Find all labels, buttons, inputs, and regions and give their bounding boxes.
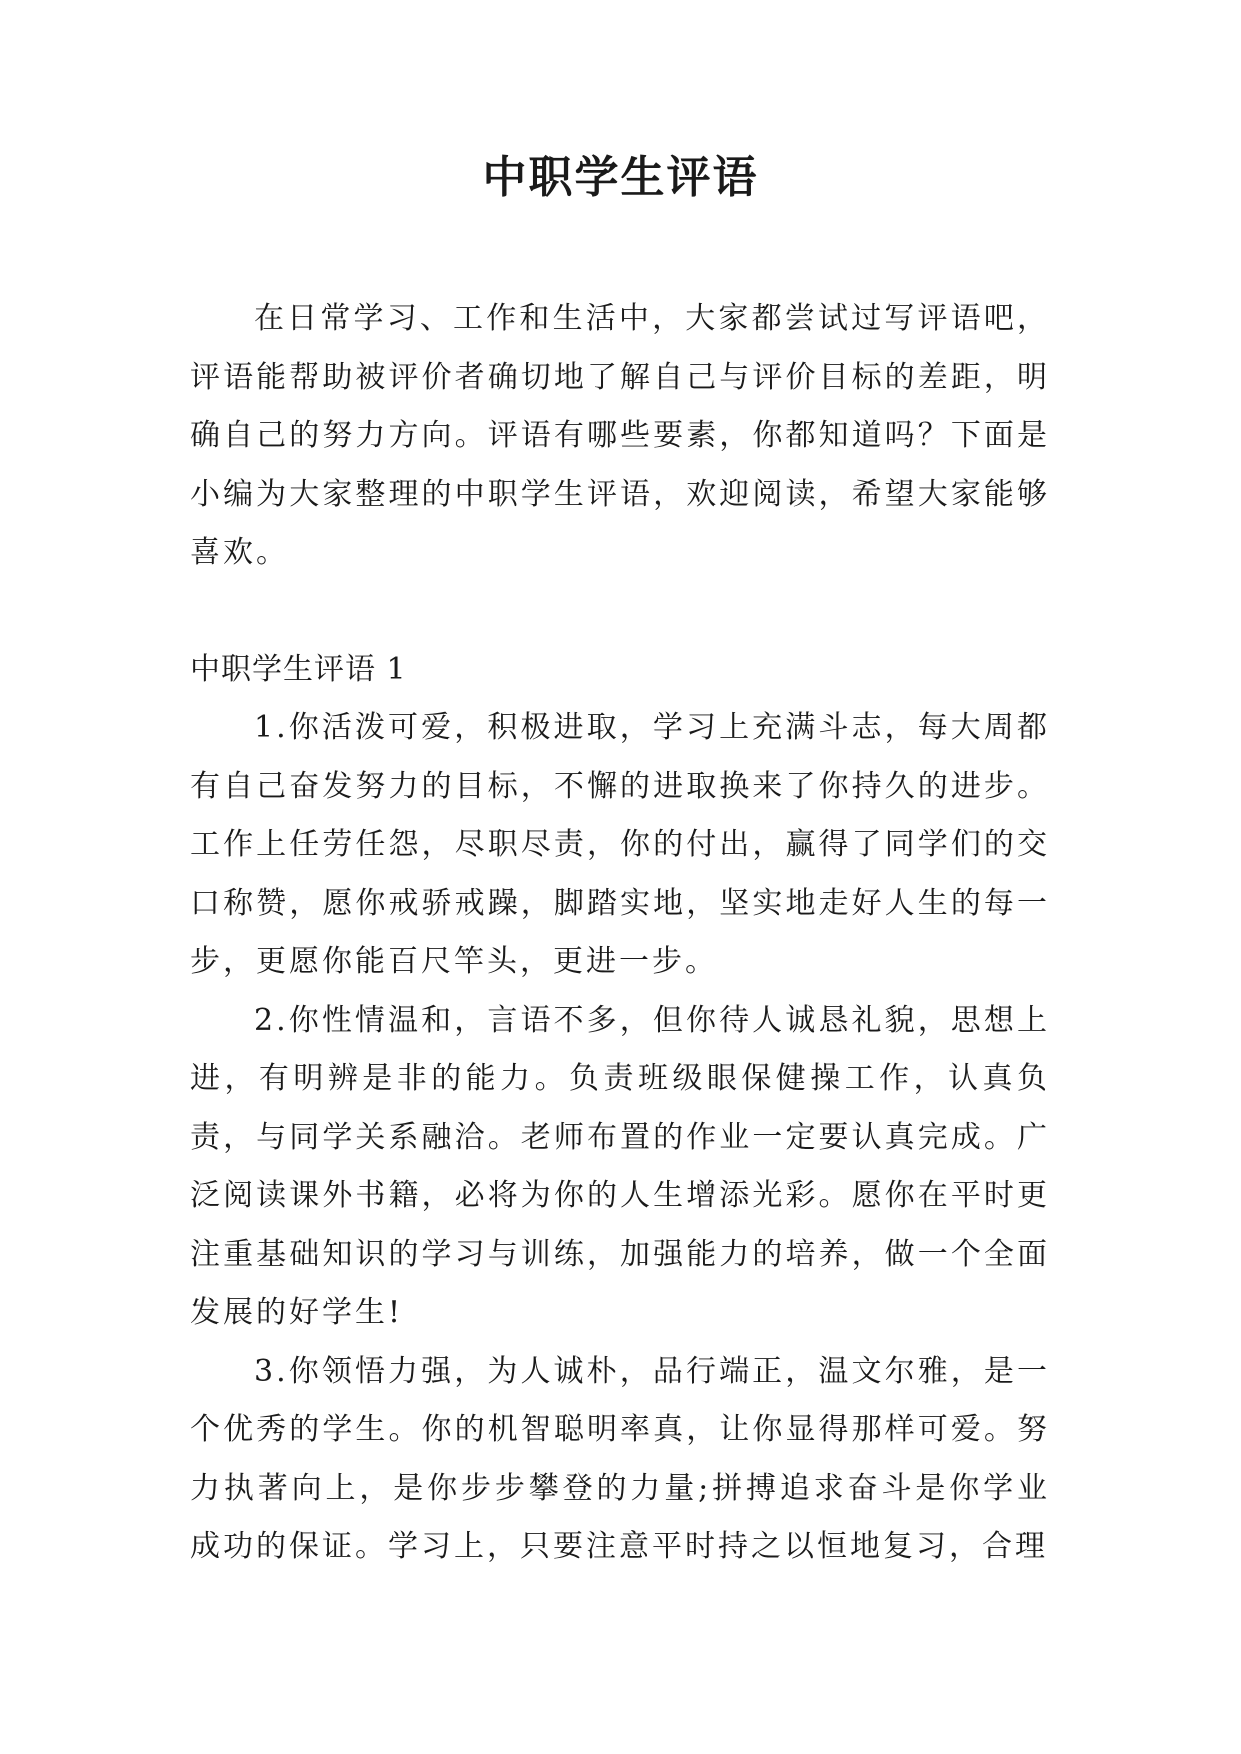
document-title: 中职学生评语 — [482, 152, 759, 203]
comment-paragraph-2: 2.你性情温和，言语不多，但你待人诚恳礼貌，思想上进，有明辨是非的能力。负责班级眼保健操工作，认真负责，与同学关系融洽。老师布置的作业一定要认真完成。广泛阅读课外书籍，必将为你的人生增添光彩。愿你在平时更注重基础知识的学习与训练，加强能力的培养，做一个全面发展的好学生! — [190, 1002, 1050, 1330]
intro-paragraph: 在日常学习、工作和生活中，大家都尝试过写评语吧，评语能帮助被评价者确切地了解自己与评价目标的差距，明确自己的努力方向。评语有哪些要素，你都知道吗？下面是小编为大家整理的中职学生评语，欢迎阅读，希望大家能够喜欢。 — [190, 301, 1050, 570]
comment-paragraph-3: 3.你领悟力强，为人诚朴，品行端正，温文尔雅，是一个优秀的学生。你的机智聪明率真，让你显得那样可爱。努力执著向上，是你步步攀登的力量;拼搏追求奋斗是你学业成功的保证。学习上，只要注意平时持之以恒地复习，合理 — [190, 1353, 1050, 1564]
section-heading: 中职学生评语 1 — [190, 651, 407, 687]
comment-paragraph-1: 1.你活泼可爱，积极进取，学习上充满斗志，每大周都有自己奋发努力的目标，不懈的进取换来了你持久的进步。工作上任劳任怨，尽职尽责，你的付出，赢得了同学们的交口称赞，愿你戒骄戒躁，脚踏实地，坚实地走好人生的每一步，更愿你能百尺竿头，更进一步。 — [190, 710, 1050, 979]
document-body — [190, 290, 1050, 1577]
